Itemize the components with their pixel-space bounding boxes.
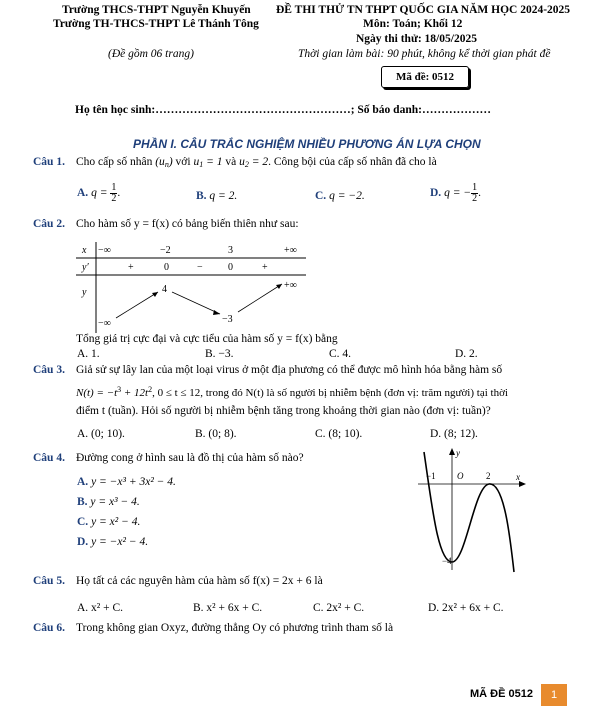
q4-label: Câu 4.	[33, 452, 65, 464]
table-yp-minus: −	[197, 262, 203, 273]
q4-option-c[interactable]: C. y = x² − 4.	[77, 516, 141, 528]
q1-option-b[interactable]: B. q = 2.	[196, 190, 238, 202]
exam-code-box: Mã đề: 0512	[381, 66, 469, 88]
graph-label-2: 2	[486, 471, 491, 481]
q1-text: Cho cấp số nhân $(u_n)$ với $u_1 = 1$ và $u_2 = 2$. Công bội của cấp số nhân đã cho là	[76, 156, 437, 169]
table-yp-plus1: +	[128, 262, 134, 273]
graph-x-label: x	[516, 472, 520, 482]
variation-table	[76, 240, 308, 335]
exam-date: Ngày thi thử: 18/05/2025	[356, 33, 477, 45]
table-yp-plus2: +	[262, 262, 268, 273]
graph-origin-label: O	[457, 471, 464, 481]
footer-exam-code: MÃ ĐỀ 0512	[470, 688, 533, 700]
q6-text: Trong không gian Oxyz, đường thẳng Oy có phương trình tham số là	[76, 622, 394, 634]
student-info-line: Họ tên học sinh:……………………………………………; Số báo danh:………………	[75, 104, 491, 116]
q2-option-c[interactable]: C. 4.	[329, 348, 352, 360]
graph-curve	[424, 452, 514, 572]
exam-title: ĐỀ THI THỬ TN THPT QUỐC GIA NĂM HỌC 2024-2025	[276, 4, 571, 16]
q5-option-a[interactable]: A. x² + C.	[77, 602, 124, 614]
q2-option-b[interactable]: B. −3.	[205, 348, 234, 360]
q5-label: Câu 5.	[33, 575, 65, 587]
q2-question: Tổng giá trị cực đại và cực tiểu của hàm số y = f(x) bằng	[76, 333, 338, 345]
q3-option-b[interactable]: B. (0; 8).	[195, 428, 237, 440]
table-x-minus2: −2	[160, 245, 171, 256]
q2-option-d[interactable]: D. 2.	[455, 348, 478, 360]
duration-note: Thời gian làm bài: 90 phút, không kể thời gian phát đề	[298, 48, 551, 60]
school-name-1: Trường THCS-THPT Nguyễn Khuyến	[62, 4, 251, 16]
school-name-2: Trường TH-THCS-THPT Lê Thánh Tông	[53, 18, 259, 30]
table-y-label: y	[82, 287, 87, 298]
q3-line-3: điểm t (tuần). Hỏi số người bị nhiễm bệnh tăng trong khoảng thời gian nào (đơn vị: tuần)?	[76, 405, 491, 417]
q4-graph	[412, 446, 527, 574]
q3-option-c[interactable]: C. (8; 10).	[315, 428, 363, 440]
table-x-neg-inf: −∞	[98, 245, 111, 256]
q5-text: Họ tất cả các nguyên hàm của hàm số f(x) = 2x + 6 là	[76, 575, 323, 587]
table-x-label: x	[82, 245, 87, 256]
q3-line-2: $N(t) = -t^3 + 12t^2$, 0 ≤ t ≤ 12, trong đó N(t) là số người bị nhiễm bệnh (đơn vị: trăm người) tại thời	[76, 385, 508, 399]
q3-line-1: Giả sử sự lây lan của một loại virus ở một địa phương có thể được mô hình hóa bằng hàm số	[76, 364, 503, 376]
table-y-neg-inf: −∞	[98, 318, 111, 329]
q3-label: Câu 3.	[33, 364, 65, 376]
graph-label-minus4: −4	[442, 556, 452, 566]
q1-label: Câu 1.	[33, 156, 65, 168]
q6-label: Câu 6.	[33, 622, 65, 634]
q4-option-d[interactable]: D. y = −x² − 4.	[77, 536, 149, 548]
q3-option-a[interactable]: A. (0; 10).	[77, 428, 125, 440]
graph-label-minus1: −1	[426, 471, 436, 481]
q5-option-d[interactable]: D. 2x² + 6x + C.	[428, 602, 504, 614]
q4-text: Đường cong ở hình sau là đồ thị của hàm số nào?	[76, 452, 304, 464]
table-x-3: 3	[228, 245, 233, 256]
page-number: 1	[541, 684, 567, 706]
q1-option-c[interactable]: C. q = −2.	[315, 190, 365, 202]
q1-option-d[interactable]: D. q = − $\frac{1}{2}$ .	[430, 182, 481, 204]
table-y-max: 4	[162, 284, 167, 295]
part-title: PHẦN I. CÂU TRẮC NGHIỆM NHIỀU PHƯƠNG ÁN LỰA CHỌN	[133, 137, 481, 151]
q5-option-b[interactable]: B. x² + 6x + C.	[193, 602, 263, 614]
q2-label: Câu 2.	[33, 218, 65, 230]
graph-y-label: y	[456, 448, 460, 458]
q2-option-a[interactable]: A. 1.	[77, 348, 100, 360]
q4-option-a[interactable]: A. y = −x³ + 3x² − 4.	[77, 476, 176, 488]
table-yp-zero2: 0	[228, 262, 233, 273]
table-yp-zero1: 0	[164, 262, 169, 273]
q1-option-a[interactable]: A. q = $\frac{1}{2}$ .	[77, 182, 121, 204]
q5-option-c[interactable]: C. 2x² + C.	[313, 602, 365, 614]
pages-note: (Đề gồm 06 trang)	[108, 48, 194, 60]
table-yp-label: y′	[82, 262, 89, 273]
table-x-pos-inf: +∞	[284, 245, 297, 256]
table-y-min: −3	[222, 314, 233, 325]
q4-option-b[interactable]: B. y = x³ − 4.	[77, 496, 140, 508]
q2-text: Cho hàm số y = f(x) có bảng biến thiên như sau:	[76, 218, 299, 230]
table-y-pos-inf: +∞	[284, 280, 297, 291]
subject-line: Môn: Toán; Khối 12	[363, 18, 463, 30]
q3-option-d[interactable]: D. (8; 12).	[430, 428, 478, 440]
